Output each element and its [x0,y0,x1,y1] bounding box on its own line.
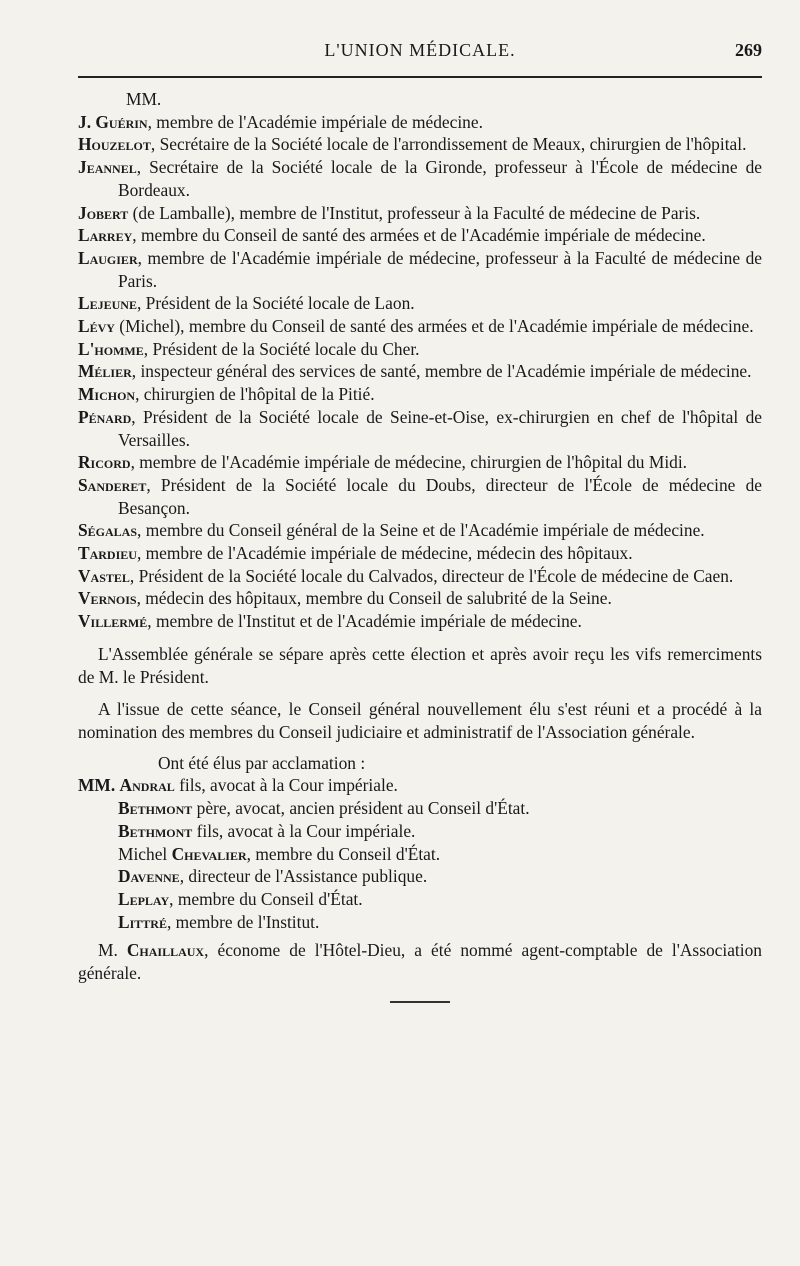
elected-list [78,774,762,933]
member-name: Ricord [78,452,131,473]
elected-name: Littré [118,911,167,932]
member-description: , membre de l'Académie impériale de médecine, médecin des hôpitaux. [136,543,633,564]
member-entry [78,360,762,383]
member-name: Mélier [78,361,132,382]
final-paragraph [78,939,762,984]
final-name: Chaillaux [126,940,205,961]
elected-name: Davenne [118,866,180,887]
member-description: , membre de l'Académie impériale de médecine, chirurgien de l'hôpital du Midi. [130,452,688,473]
member-name: Villermé [78,611,148,632]
member-entry [78,156,762,201]
final-text: , économe de l'Hôtel-Dieu, a été nommé agent-comptable de l'Association générale. [78,940,762,984]
member-description: , Président de la Société locale de Laon. [136,293,415,314]
member-name: J. Guérin [78,111,148,132]
member-entry [78,292,762,315]
member-description: , Président de la Société locale du Cher. [143,338,420,359]
end-rule [390,1001,450,1003]
member-description: , Président de la Société locale du Calvados, directeur de l'École de médecine de Caen. [129,565,734,586]
member-entry [78,542,762,565]
elected-entry [78,911,762,934]
elected-name: Chevalier [171,843,247,864]
member-name: Vernois [78,588,137,609]
member-name: Jeannel [78,157,137,178]
elected-name: Bethmont [118,798,193,819]
member-name: Larrey [78,225,133,246]
member-name: Lejeune [78,293,137,314]
member-entry [78,383,762,406]
member-entry [78,315,762,338]
elected-description: , membre du Conseil d'État. [169,888,363,909]
member-name: Sanderet [78,474,147,495]
member-description: , inspecteur général des services de santé, membre de l'Académie impériale de médecine. [131,361,752,382]
elected-entry [78,865,762,888]
member-name: Houzelot [78,134,151,155]
member-name: L'homme [78,338,144,359]
member-entry [78,338,762,361]
member-description: (de Lamballe), membre de l'Institut, professeur à la Faculté de médecine de Paris. [128,202,701,223]
member-description: , Président de la Société locale du Doubs, directeur de l'École de médecine de Besançon. [118,474,762,518]
member-entry [78,247,762,292]
elected-prefix: MM. [78,775,116,796]
members-list [78,111,762,633]
elected-entry [78,843,762,866]
elected-entry [78,820,762,843]
member-entry [78,519,762,542]
elected-description: , membre de l'Institut. [166,911,320,932]
member-entry [78,406,762,451]
elected-name: Andral [119,775,175,796]
elected-description: , membre du Conseil d'État. [246,843,441,864]
member-name: Vastel [78,565,130,586]
member-name: Tardieu [78,543,137,564]
member-entry [78,610,762,633]
elected-description: , directeur de l'Assistance publique. [179,866,428,887]
member-description: , médecin des hôpitaux, membre du Conseil de salubrité de la Seine. [136,588,612,609]
elected-entry [78,774,762,797]
body-text [78,88,762,1003]
member-entry [78,565,762,588]
member-description: (Michel), membre du Conseil de santé des armées et de l'Académie impériale de médecine. [114,316,754,337]
elected-intro: Ont été élus par acclamation : [158,752,366,773]
elected-description: fils, avocat à la Cour impériale. [174,775,398,796]
members-label: MM. [126,89,162,109]
assembly-paragraph: L'Assemblée générale se sépare après cette élection et après avoir reçu les vifs remerciments de M. le Président. [78,643,762,687]
member-description: , Secrétaire de la Société locale de l'arrondissement de Meaux, chirurgien de l'hôpital. [150,134,747,155]
member-name: Laugier [78,247,138,268]
member-entry [78,451,762,474]
elected-first-name: Michel [118,843,172,864]
member-entry [78,474,762,519]
member-entry [78,111,762,134]
elected-name: Leplay [118,888,170,909]
final-prefix: M. [98,940,127,961]
elected-entry [78,888,762,911]
elected-name: Bethmont [118,820,193,841]
member-name: Michon [78,384,136,405]
elected-description: fils, avocat à la Cour impériale. [192,820,416,841]
member-entry [78,224,762,247]
elected-description: père, avocat, ancien président au Conseil d'État. [192,798,530,819]
page-number: 269 [735,40,762,60]
member-description: , membre du Conseil général de la Seine et de l'Académie impériale de médecine. [137,520,705,541]
header-rule [78,76,762,78]
member-name: Pénard [78,406,132,427]
member-name: Jobert [78,202,129,223]
running-title: L'UNION MÉDICALE. [324,40,516,60]
member-name: Ségalas [78,520,138,541]
member-description: , membre de l'Institut et de l'Académie impériale de médecine. [147,611,582,632]
member-description: , membre de l'Académie impériale de médecine, professeur à la Faculté de médecine de Paris. [118,247,762,291]
running-header [78,40,762,68]
member-description: , Secrétaire de la Société locale de la Gironde, professeur à l'École de médecine de Bordeaux. [118,157,762,200]
member-name: Lévy [78,316,115,337]
member-description: , membre de l'Académie impériale de médecine. [147,111,483,132]
member-description: , Président de la Société locale de Seine-et-Oise, ex-chirurgien en chef de l'hôpital de Versailles. [118,406,762,450]
member-description: , membre du Conseil de santé des armées et de l'Académie impériale de médecine. [132,225,706,246]
member-entry [78,133,762,156]
member-entry [78,202,762,225]
elected-entry [78,797,762,820]
council-paragraph: A l'issue de cette séance, le Conseil général nouvellement élu s'est réuni et a procédé à la nomination des membres du Conseil judiciaire et administratif de l'Association générale. [78,699,762,742]
member-description: , chirurgien de l'hôpital de la Pitié. [135,384,375,405]
member-entry [78,587,762,610]
